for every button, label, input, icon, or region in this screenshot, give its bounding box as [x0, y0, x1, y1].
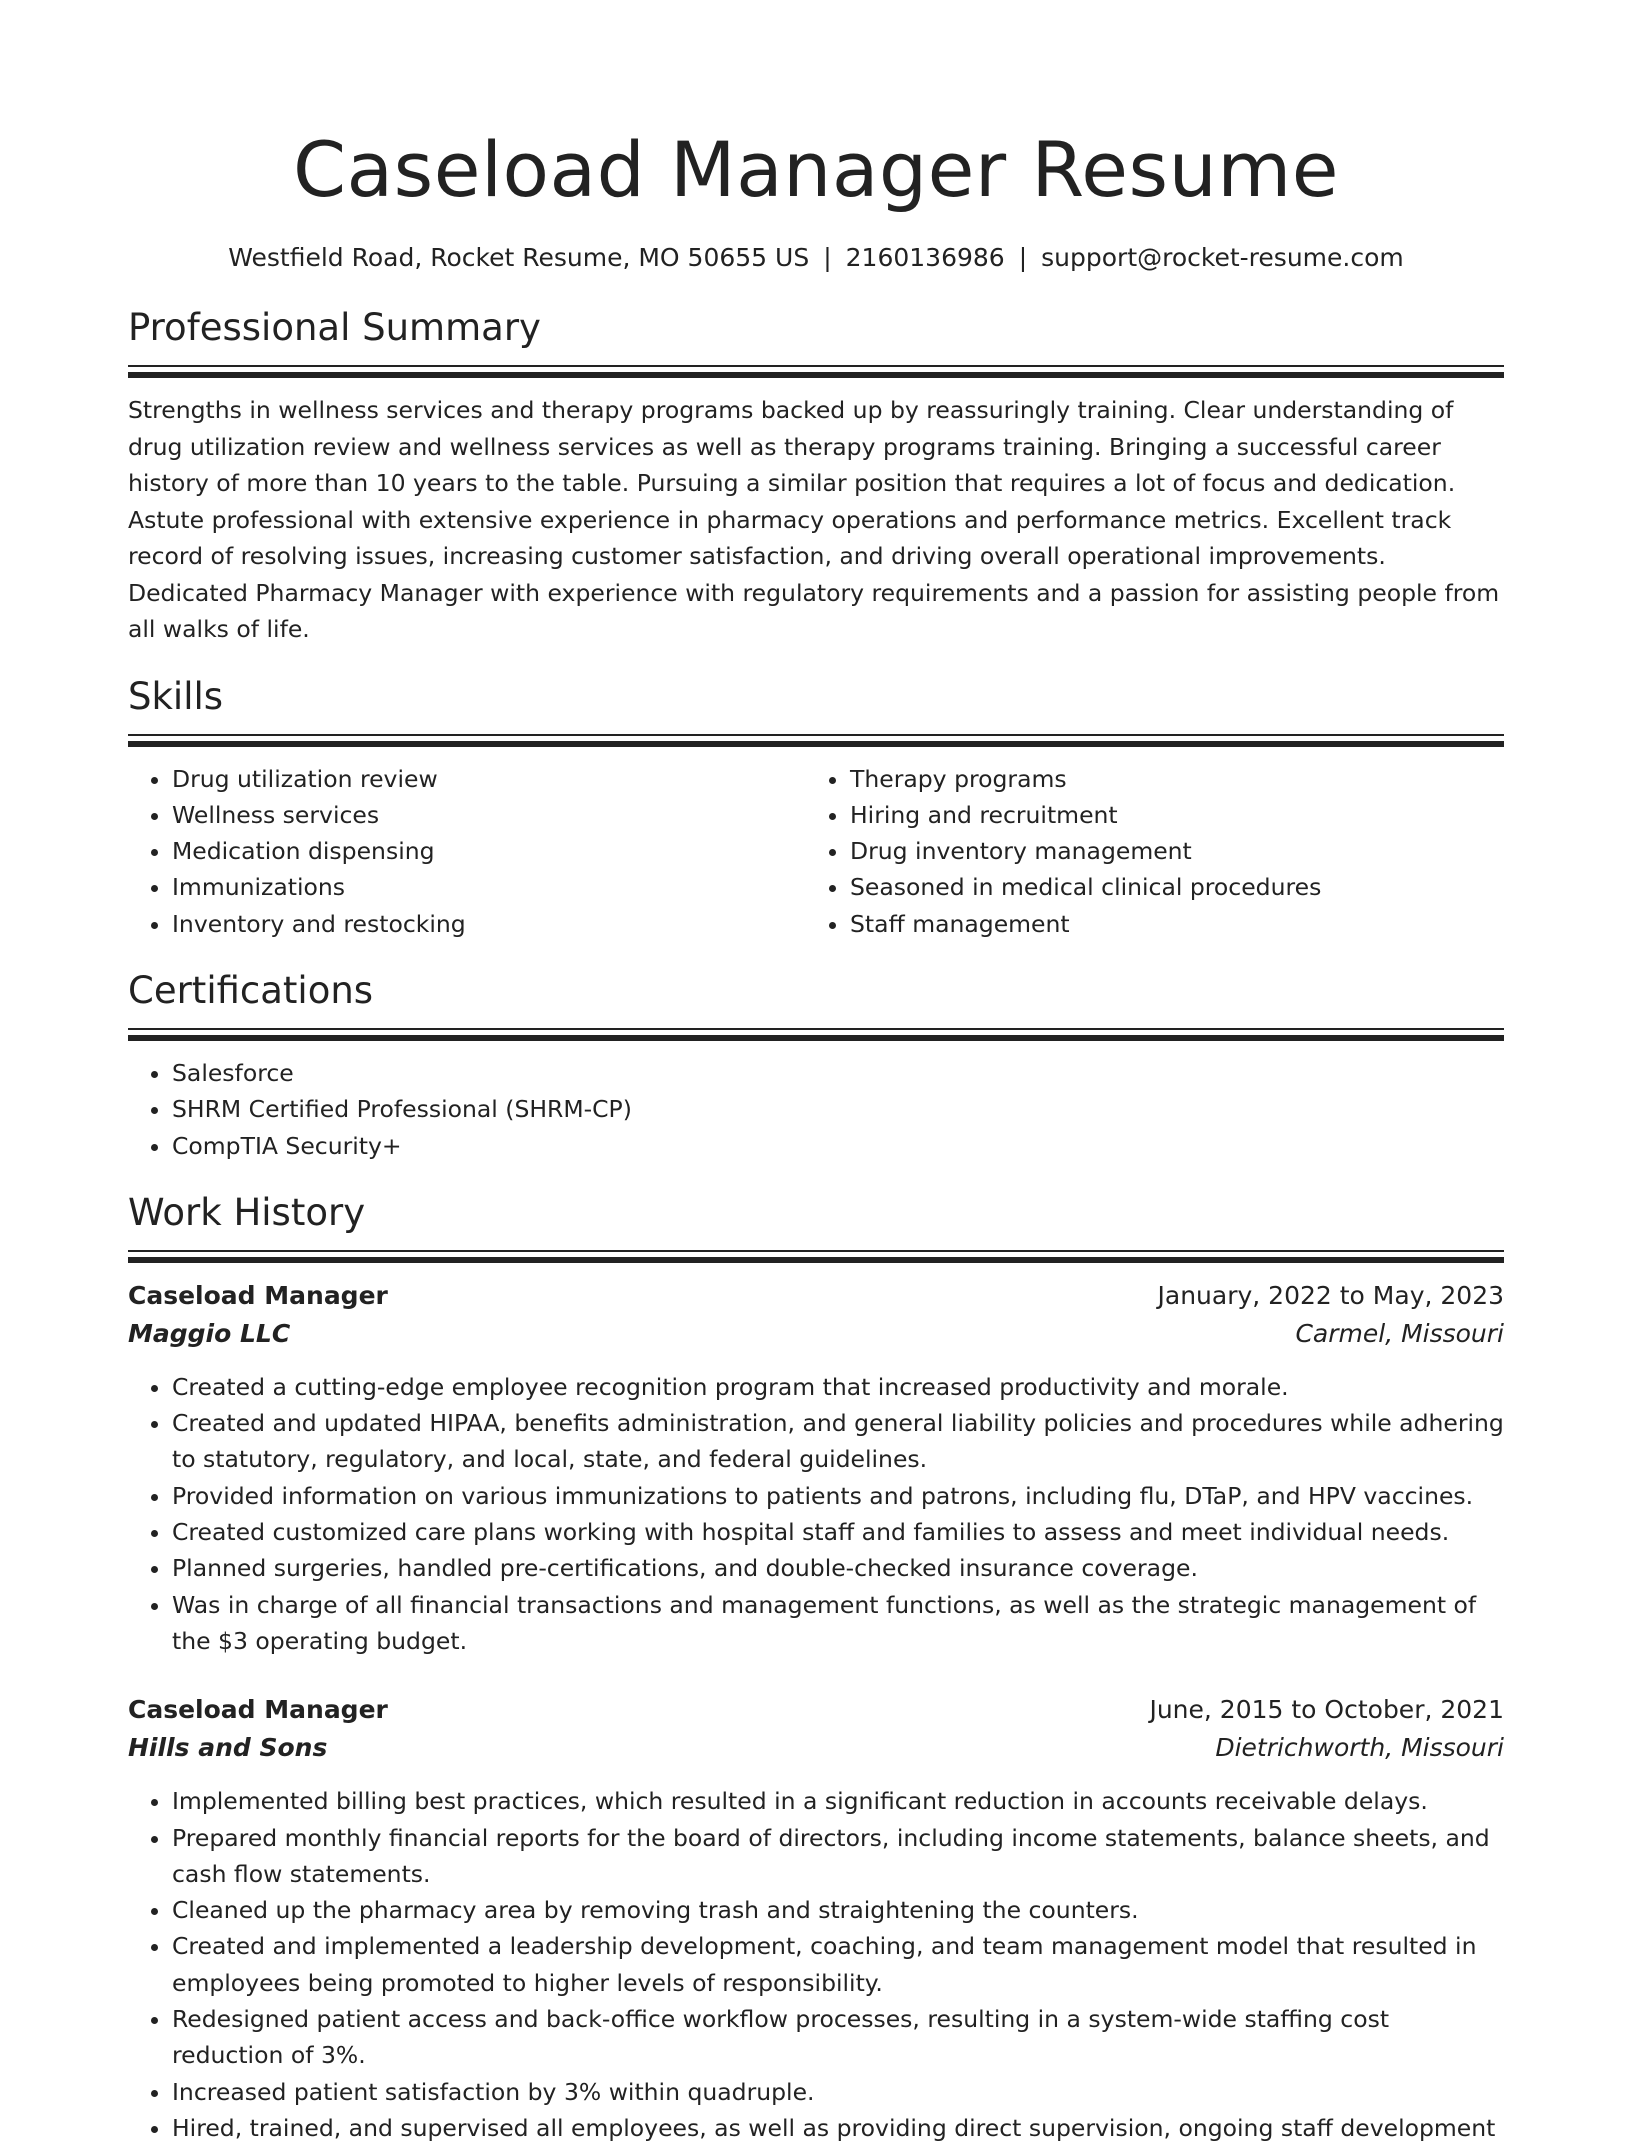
section-divider — [128, 365, 1504, 378]
job-header — [128, 1277, 1504, 1315]
job-company: Maggio LLC — [128, 1318, 291, 1348]
skill-item: • Inventory and restocking — [172, 906, 806, 942]
job-bullet: • Was in charge of all financial transactions and management functions, as well as the strategic management of the $3 operating budget. — [172, 1587, 1504, 1660]
job-bullet: • Created customized care plans working with hospital staff and families to assess and meet individual needs. — [172, 1514, 1504, 1550]
job-bullet: • Increased patient satisfaction by 3% within quadruple. — [172, 2074, 1504, 2110]
skill-item: • Drug inventory management — [850, 833, 1484, 869]
job-bullet: • Created and implemented a leadership development, coaching, and team management model that resulted in employees being promoted to higher levels of responsibility. — [172, 1928, 1504, 2001]
job-dates: June, 2015 to October, 2021 — [1149, 1695, 1504, 1725]
resume-title: Caseload Manager Resume — [292, 125, 1340, 214]
skills-left-list — [128, 761, 806, 942]
job-location: Dietrichworth, Missouri — [1215, 1733, 1504, 1763]
job-location: Carmel, Missouri — [1295, 1318, 1504, 1348]
skill-item: • Medication dispensing — [172, 833, 806, 869]
job-company: Hills and Sons — [128, 1733, 328, 1763]
job-bullet: • Planned surgeries, handled pre-certifications, and double-checked insurance coverage. — [172, 1550, 1504, 1586]
resume-page — [128, 0, 1504, 2146]
work-heading: Work History — [128, 1190, 366, 1234]
certifications-list — [128, 1055, 1504, 1164]
job-bullets — [128, 1783, 1504, 2146]
section-divider — [128, 734, 1504, 747]
job-bullet: • Created and updated HIPAA, benefits administration, and general liability policies and procedures while adhering to statutory, regulatory, and local, state, and federal guidelines. — [172, 1405, 1504, 1478]
job-bullet: • Provided information on various immunizations to patients and patrons, including flu, DTaP, and HPV vaccines. — [172, 1478, 1504, 1514]
section-divider — [128, 1250, 1504, 1263]
skill-item: • Hiring and recruitment — [850, 797, 1484, 833]
skills-columns — [128, 761, 1504, 942]
job-bullet: • Created a cutting-edge employee recognition program that increased productivity and morale. — [172, 1369, 1504, 1405]
job-bullets — [128, 1369, 1504, 1659]
contact-address: Westfield Road, Rocket Resume, MO 50655 US — [228, 243, 810, 272]
job-bullet: • Prepared monthly financial reports for the board of directors, including income statements, balance sheets, and cash flow statements. — [172, 1820, 1504, 1893]
contact-separator: | — [1018, 243, 1028, 272]
job-bullet: • Hired, trained, and supervised all employees, as well as providing direct supervision, ongoing staff development — [172, 2110, 1504, 2146]
certification-item: • SHRM Certified Professional (SHRM-CP) — [172, 1091, 1504, 1127]
section-divider — [128, 1028, 1504, 1041]
job-entry — [128, 1691, 1504, 2146]
job-bullet: • Implemented billing best practices, which resulted in a significant reduction in accounts receivable delays. — [172, 1783, 1504, 1819]
skill-item: • Drug utilization review — [172, 761, 806, 797]
skill-item: • Immunizations — [172, 869, 806, 905]
contact-separator: | — [823, 243, 832, 272]
skill-item: • Staff management — [850, 906, 1484, 942]
certification-item: • CompTIA Security+ — [172, 1128, 1504, 1164]
contact-email: support@rocket-resume.com — [1041, 243, 1404, 272]
job-subheader — [128, 1729, 1504, 1767]
job-header — [128, 1691, 1504, 1729]
work-section — [128, 1190, 1504, 2146]
job-title: Caseload Manager — [128, 1695, 388, 1725]
certifications-heading: Certifications — [128, 968, 374, 1012]
contact-line — [128, 242, 1504, 274]
skills-heading: Skills — [128, 674, 224, 718]
certifications-section — [128, 968, 1504, 1164]
job-subheader — [128, 1315, 1504, 1353]
skill-item: • Seasoned in medical clinical procedures — [850, 869, 1484, 905]
summary-text: Strengths in wellness services and therapy programs backed up by reassuringly training. Clear understanding of drug utilization review and wellness services as well as therapy programs training. Bringing a successful career history of more than 10 years to the table. Pursuing a similar position that requires a lot of focus and dedication. Astute professional with extensive experience in pharmacy operations and performance metrics. Excellent track record of resolving issues, increasing customer satisfaction, and driving overall operational improvements. Dedicated Pharmacy Manager with experience with regulatory requirements and a passion for assisting people from all walks of life. — [128, 396, 1500, 643]
certification-item: • Salesforce — [172, 1055, 1504, 1091]
contact-phone: 2160136986 — [845, 243, 1005, 272]
skills-section — [128, 674, 1504, 942]
skill-item: • Therapy programs — [850, 761, 1484, 797]
job-title: Caseload Manager — [128, 1280, 388, 1310]
summary-heading: Professional Summary — [128, 306, 541, 349]
job-entry — [128, 1277, 1504, 1659]
summary-section — [128, 305, 1504, 648]
job-dates: January, 2022 to May, 2023 — [1157, 1280, 1504, 1310]
skill-item: • Wellness services — [172, 797, 806, 833]
job-bullet: • Cleaned up the pharmacy area by removing trash and straightening the counters. — [172, 1892, 1504, 1928]
skills-right-list — [806, 761, 1484, 942]
job-bullet: • Redesigned patient access and back-office workflow processes, resulting in a system-wide staffing cost reduction of 3%. — [172, 2001, 1504, 2074]
